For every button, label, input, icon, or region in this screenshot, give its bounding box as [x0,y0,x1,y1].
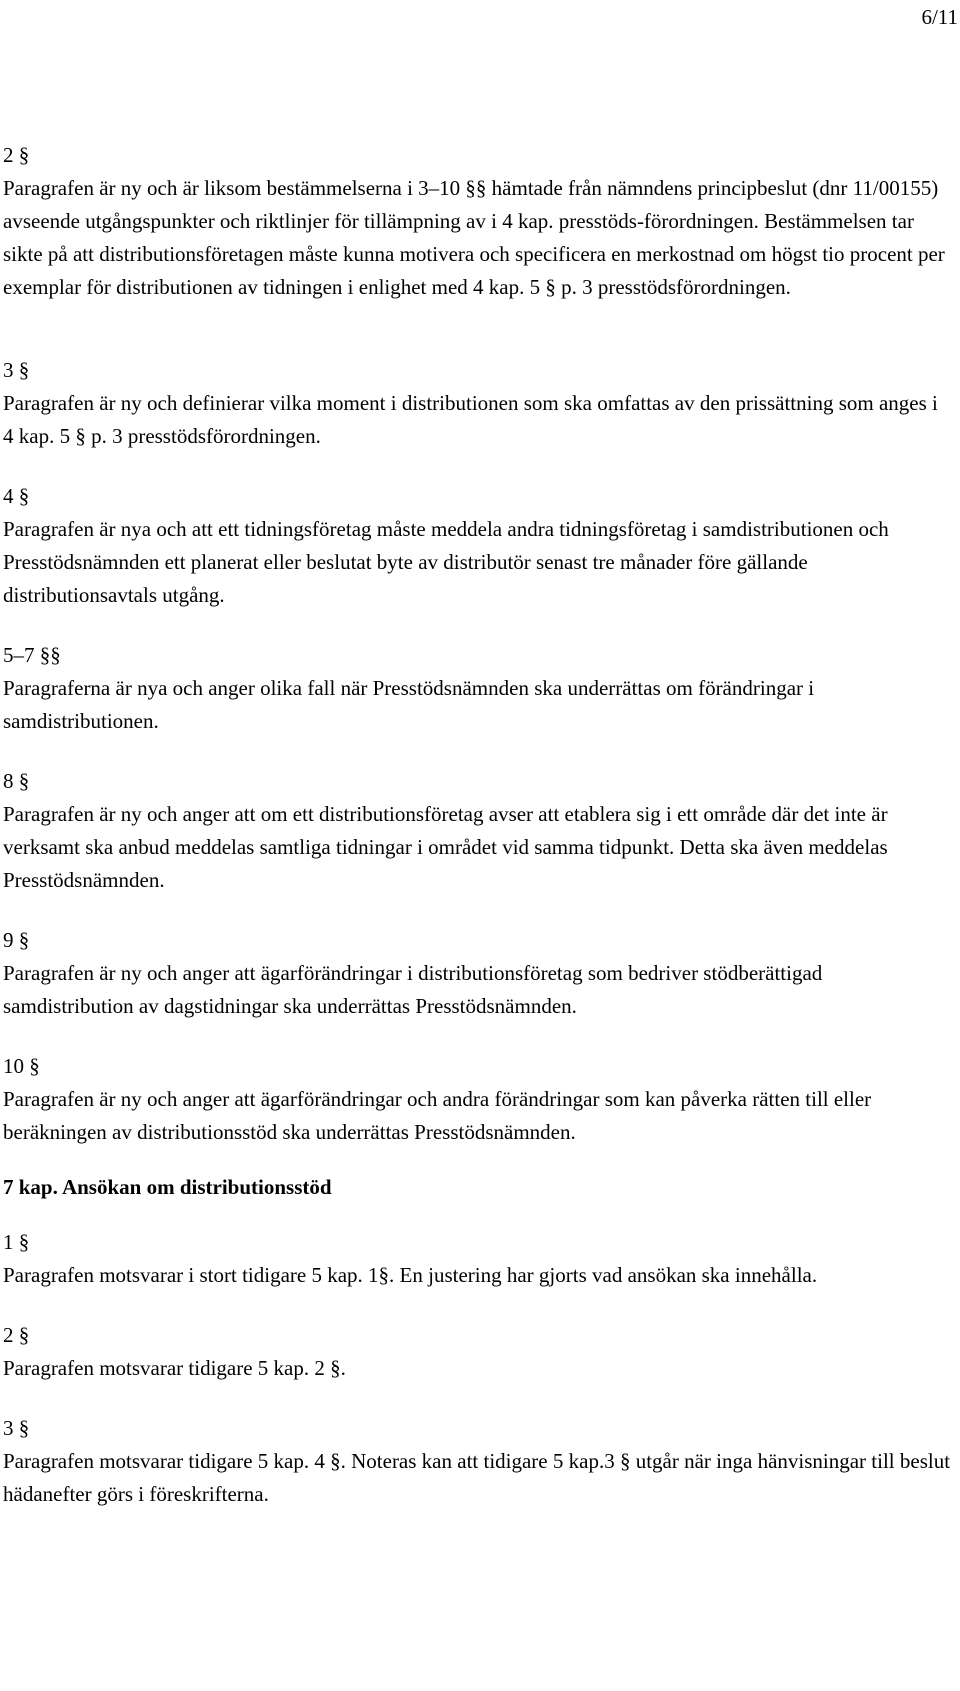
section-heading: 1 § [3,1230,30,1254]
section-text: Paragrafen är ny och är liksom bestämmelserna i 3–10 §§ hämtade från nämndens principbeslut (dnr 11/00155) avseende utgångspunkter och riktlinjer för tillämpning av i 4 kap. presstöds-förordningen. Bestämmelsen tar sikte på att distributionsföretagen måste kunna motivera och specificera en merkostnad om högst tio procent per exemplar för distributionen av tidningen i enlighet med 4 kap. 5 § p. 3 presstödsförordningen. [3,176,945,299]
section-heading: 10 § [3,1054,40,1078]
section-text: Paragrafen motsvarar i stort tidigare 5 kap. 1§. En justering har gjorts vad ansökan ska innehålla. [3,1263,818,1287]
chapter-section-2 [3,1319,951,1385]
document-body [3,139,951,1511]
section-text: Paragrafen är ny och definierar vilka moment i distributionen som ska omfattas av den prissättning som anges i 4 kap. 5 § p. 3 presstödsförordningen. [3,391,938,448]
chapter-section-3 [3,1412,951,1511]
section-heading: 3 § [3,358,30,382]
section-heading: 4 § [3,484,30,508]
section-5-7 [3,639,951,738]
section-4 [3,480,951,612]
section-text: Paragraferna är nya och anger olika fall när Presstödsnämnden ska underrättas om förändringar i samdistributionen. [3,676,815,733]
section-heading: 2 § [3,143,30,167]
section-8 [3,765,951,897]
section-heading: 3 § [3,1416,30,1440]
section-9 [3,924,951,1023]
section-text: Paragrafen motsvarar tidigare 5 kap. 2 §. [3,1356,346,1380]
chapter-section-1 [3,1226,951,1292]
section-heading: 2 § [3,1323,30,1347]
section-text: Paragrafen är ny och anger att om ett distributionsföretag avser att etablera sig i ett område där det inte är verksamt ska anbud meddelas samtliga tidningar i området vid samma tidpunkt. Detta ska även meddelas Presstödsnämnden. [3,802,888,892]
section-10 [3,1050,951,1149]
section-heading: 9 § [3,928,30,952]
page-number: 6/11 [921,5,958,29]
section-text: Paragrafen är ny och anger att ägarförändringar i distributionsföretag som bedriver stödberättigad samdistribution av dagstidningar ska underrättas Presstödsnämnden. [3,961,823,1018]
section-3 [3,354,951,453]
chapter-heading: 7 kap. Ansökan om distributionsstöd [3,1175,332,1199]
section-text: Paragrafen är nya och att ett tidningsföretag måste meddela andra tidningsföretag i samdistributionen och Presstödsnämnden ett planerat eller beslutat byte av distributör senast tre månader före gällande distributionsavtals utgång. [3,517,889,607]
section-text: Paragrafen är ny och anger att ägarförändringar och andra förändringar som kan påverka rätten till eller beräkningen av distributionsstöd ska underrättas Presstödsnämnden. [3,1087,872,1144]
section-heading: 5–7 §§ [3,643,61,667]
section-2 [3,139,951,304]
section-heading: 8 § [3,769,30,793]
section-text: Paragrafen motsvarar tidigare 5 kap. 4 §. Noteras kan att tidigare 5 kap.3 § utgår när inga hänvisningar till beslut hädanefter görs i föreskrifterna. [3,1449,951,1506]
